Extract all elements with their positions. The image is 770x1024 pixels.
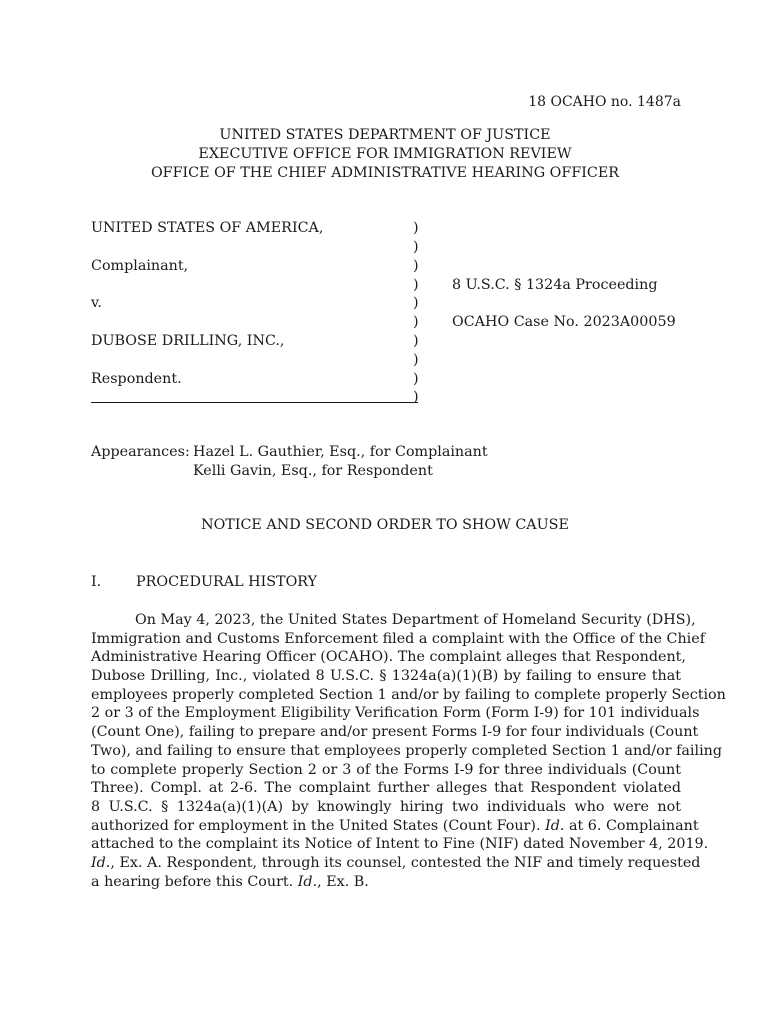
complainant-name: UNITED STATES OF AMERICA, bbox=[91, 220, 324, 236]
body-paragraph bbox=[91, 611, 726, 891]
paragraph-line: Immigration and Customs Enforcement filed a complaint with the Office of the Chief bbox=[91, 630, 706, 647]
caption-paren: ) bbox=[413, 333, 419, 349]
case-number: OCAHO Case No. 2023A00059 bbox=[452, 314, 676, 330]
caption-paren: ) bbox=[413, 277, 419, 293]
section-title: PROCEDURAL HISTORY bbox=[136, 574, 318, 590]
caption-paren: ) bbox=[413, 295, 419, 311]
appearance-respondent: Kelli Gavin, Esq., for Respondent bbox=[193, 463, 433, 479]
proceeding-label: 8 U.S.C. § 1324a Proceeding bbox=[452, 277, 658, 293]
paragraph-line: On May 4, 2023, the United States Department of Homeland Security (DHS), bbox=[135, 612, 696, 628]
caption-paren: ) bbox=[413, 371, 419, 387]
paragraph-text: at 6. Complainant bbox=[568, 817, 699, 834]
paragraph-line bbox=[91, 854, 701, 873]
paragraph-line bbox=[91, 873, 681, 892]
paragraph-line: Administrative Hearing Officer (OCAHO). The complaint alleges that Respondent, bbox=[91, 649, 686, 666]
id-citation: Id. bbox=[297, 873, 318, 890]
paragraph-line: (Count One), failing to prepare and/or present Forms I-9 for four individuals (Count bbox=[91, 724, 699, 741]
paragraph-text: authorized for employment in the United States (Count Four). bbox=[91, 817, 541, 834]
paragraph-line: 8 U.S.C. § 1324a(a)(1)(A) by knowingly hiring two individuals who were not bbox=[91, 798, 681, 815]
paragraph-line: employees properly completed Section 1 and/or by failing to complete properly Section bbox=[91, 686, 726, 703]
agency-line-2: EXECUTIVE OFFICE FOR IMMIGRATION REVIEW bbox=[198, 146, 572, 162]
paragraph-line: Three). Compl. at 2-6. The complaint further alleges that Respondent violated bbox=[91, 780, 681, 797]
caption-rule bbox=[91, 402, 418, 403]
caption-paren: ) bbox=[413, 239, 419, 255]
respondent-role: Respondent. bbox=[91, 371, 182, 387]
paragraph-line: attached to the complaint its Notice of Intent to Fine (NIF) dated November 4, 2019. bbox=[91, 836, 709, 853]
appearance-complainant: Hazel L. Gauthier, Esq., for Complainant bbox=[193, 444, 488, 460]
paragraph-line: Two), and failing to ensure that employees properly completed Section 1 and/or failing bbox=[91, 742, 723, 759]
id-citation: Id. bbox=[545, 817, 565, 834]
caption-paren: ) bbox=[413, 352, 419, 368]
paragraph-line: Dubose Drilling, Inc., violated 8 U.S.C. § 1324a(a)(1)(B) by failing to ensure that bbox=[91, 668, 681, 685]
order-title: NOTICE AND SECOND ORDER TO SHOW CAUSE bbox=[201, 517, 569, 533]
paragraph-line: 2 or 3 of the Employment Eligibility Verification Form (Form I-9) for 101 individuals bbox=[91, 705, 700, 722]
caption-paren: ) bbox=[413, 258, 419, 274]
respondent-name: DUBOSE DRILLING, INC., bbox=[91, 333, 285, 349]
agency-line-3: OFFICE OF THE CHIEF ADMINISTRATIVE HEARING OFFICER bbox=[150, 165, 620, 181]
caption-paren: ) bbox=[413, 389, 419, 405]
agency-header bbox=[0, 126, 770, 183]
agency-line-1: UNITED STATES DEPARTMENT OF JUSTICE bbox=[219, 127, 551, 143]
paragraph-line: to complete properly Section 2 or 3 of the Forms I-9 for three individuals (Count bbox=[91, 761, 681, 778]
appearances-label: Appearances: bbox=[91, 444, 190, 460]
versus-label: v. bbox=[91, 295, 102, 311]
paragraph-line bbox=[91, 817, 699, 836]
caption-paren: ) bbox=[413, 220, 419, 236]
section-number: I. bbox=[91, 574, 102, 590]
paragraph-text: , Ex. B. bbox=[317, 873, 369, 890]
id-citation: Id. bbox=[91, 854, 111, 871]
complainant-role: Complainant, bbox=[91, 258, 189, 274]
caption-paren: ) bbox=[413, 314, 419, 330]
citation: 18 OCAHO no. 1487a bbox=[528, 94, 681, 110]
paragraph-text: a hearing before this Court. bbox=[91, 873, 294, 890]
paragraph-text: , Ex. A. Respondent, through its counsel, contested the NIF and timely requested bbox=[110, 854, 701, 871]
